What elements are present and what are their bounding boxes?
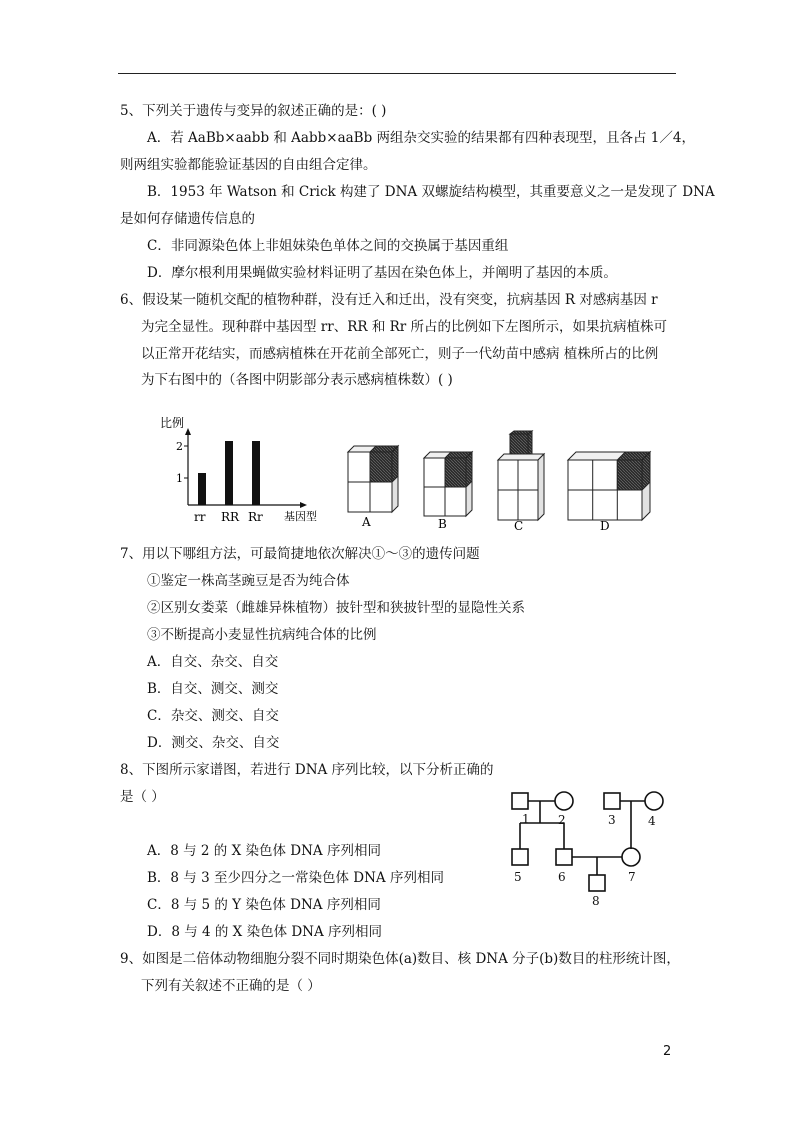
- q7-item-1: ①鉴定一株高茎豌豆是否为纯合体: [147, 573, 350, 589]
- cube-option-b: [424, 452, 472, 516]
- q8-stem-2: 是（ ）: [120, 789, 165, 805]
- q5-option-b-cont: 是如何存储遗传信息的: [120, 211, 255, 227]
- pedigree-individual-3: [604, 793, 620, 809]
- q7-item-2: ②区别女娄菜（雌雄异株植物）披针型和狭披针型的显隐性关系: [147, 600, 525, 616]
- q8-option-d: D．8 与 4 的 X 染色体 DNA 序列相同: [147, 924, 383, 940]
- pedigree-individual-2: [555, 792, 573, 810]
- q5-option-a: A．若 AaBb×aabb 和 Aabb×aaBb 两组杂交实验的结果都有四种表现型，且各占 1／4，: [147, 130, 695, 146]
- chart-bars: [194, 441, 263, 524]
- pedigree-number-5: 5: [514, 870, 522, 884]
- cube-options-figure: [340, 430, 660, 545]
- chart-bar-Rr: [252, 441, 260, 505]
- chart-y-tick-label-1: 1: [176, 472, 183, 485]
- pedigree-individual-7: [622, 848, 640, 866]
- q5-option-c: C．非同源染色体上非姐妹染色单体之间的交换属于基因重组: [147, 238, 509, 254]
- q7-option-c: C．杂交、测交、自交: [147, 708, 279, 724]
- q6-stem-2: 为完全显性。现种群中基因型 rr、RR 和 Rr 所占的比例如下左图所示，如果抗病植株可: [141, 319, 668, 335]
- pedigree-number-4: 4: [648, 814, 656, 828]
- cube-label-a: A: [362, 515, 371, 529]
- cube-label-b: B: [438, 517, 447, 531]
- pedigree-number-6: 6: [558, 870, 566, 884]
- cube-label-d: D: [600, 519, 610, 533]
- q9-stem-1: 9、如图是二倍体动物细胞分裂不同时期染色体(a)数目、核 DNA 分子(b)数目的柱形统计图，: [120, 951, 680, 967]
- cube-option-d: [568, 452, 650, 520]
- q8-option-c: C．8 与 5 的 Y 染色体 DNA 序列相同: [147, 897, 381, 913]
- q8-option-a: A．8 与 2 的 X 染色体 DNA 序列相同: [147, 843, 381, 859]
- pedigree-number-1: 1: [522, 812, 530, 826]
- q7-item-3: ③不断提高小麦显性抗病纯合体的比例: [147, 627, 377, 643]
- pedigree-number-7: 7: [628, 870, 636, 884]
- cube-option-c: [498, 431, 544, 520]
- q5-option-b: B．1953 年 Watson 和 Crick 构建了 DNA 双螺旋结构模型，其重要意义之一是发现了 DNA: [147, 184, 715, 200]
- chart-ylabel: 比例: [160, 416, 185, 430]
- chart-x-arrow: [300, 502, 307, 508]
- chart-y-tick-label-2: 2: [176, 440, 183, 453]
- q7-option-b: B．自交、测交、测交: [147, 681, 279, 697]
- pedigree-individual-6: [556, 849, 572, 865]
- chart-category-label-RR: RR: [221, 510, 240, 524]
- pedigree-number-8: 8: [592, 894, 600, 908]
- q6-stem-3: 以正常开花结实，而感病植株在开花前全部死亡，则子一代幼苗中感病 植株所占的比例: [141, 346, 659, 362]
- chart-category-label-Rr: Rr: [248, 510, 263, 524]
- q6-stem-4: 为下右图中的（各图中阴影部分表示感病植株数）( ): [141, 372, 453, 388]
- pedigree-individual-1: [512, 793, 528, 809]
- q5-option-d: D．摩尔根利用果蝇做实验材料证明了基因在染色体上，并阐明了基因的本质。: [147, 265, 617, 281]
- chart-category-label-rr: rr: [194, 510, 206, 524]
- chart-bar-RR: [225, 441, 233, 505]
- q7-option-a: A．自交、杂交、自交: [147, 654, 279, 670]
- pedigree-chart: [500, 785, 680, 915]
- pedigree-number-3: 3: [608, 813, 616, 827]
- q6-stem-1: 6、假设某一随机交配的植物种群，没有迁入和迁出，没有突变，抗病基因 R 对感病基因 r: [120, 292, 658, 308]
- pedigree-number-2: 2: [558, 813, 566, 827]
- q9-stem-2: 下列有关叙述不正确的是（ ）: [141, 978, 321, 994]
- chart-y-arrow: [185, 428, 191, 435]
- q7-stem: 7、用以下哪组方法，可最简捷地依次解决①～③的遗传问题: [120, 546, 480, 562]
- q5-option-a-cont: 则两组实验都能验证基因的自由组合定律。: [120, 157, 377, 173]
- chart-xlabel: 基因型: [284, 510, 317, 523]
- header-rule: [118, 73, 676, 74]
- pedigree-individual-5: [512, 849, 528, 865]
- page-number: 2: [663, 1044, 672, 1059]
- chart-bar-rr: [198, 473, 206, 505]
- pedigree-individual-4: [645, 792, 663, 810]
- pedigree-individual-8: [589, 875, 605, 891]
- cube-option-a: [348, 446, 398, 512]
- q8-stem-1: 8、下图所示家谱图，若进行 DNA 序列比较，以下分析正确的: [120, 762, 494, 778]
- cube-label-c: C: [514, 519, 524, 533]
- q7-option-d: D．测交、杂交、自交: [147, 735, 280, 751]
- q5-stem: 5、下列关于遗传与变异的叙述正确的是：( ): [120, 103, 387, 119]
- q8-option-b: B．8 与 3 至少四分之一常染色体 DNA 序列相同: [147, 870, 444, 886]
- genotype-ratio-chart: [150, 405, 320, 530]
